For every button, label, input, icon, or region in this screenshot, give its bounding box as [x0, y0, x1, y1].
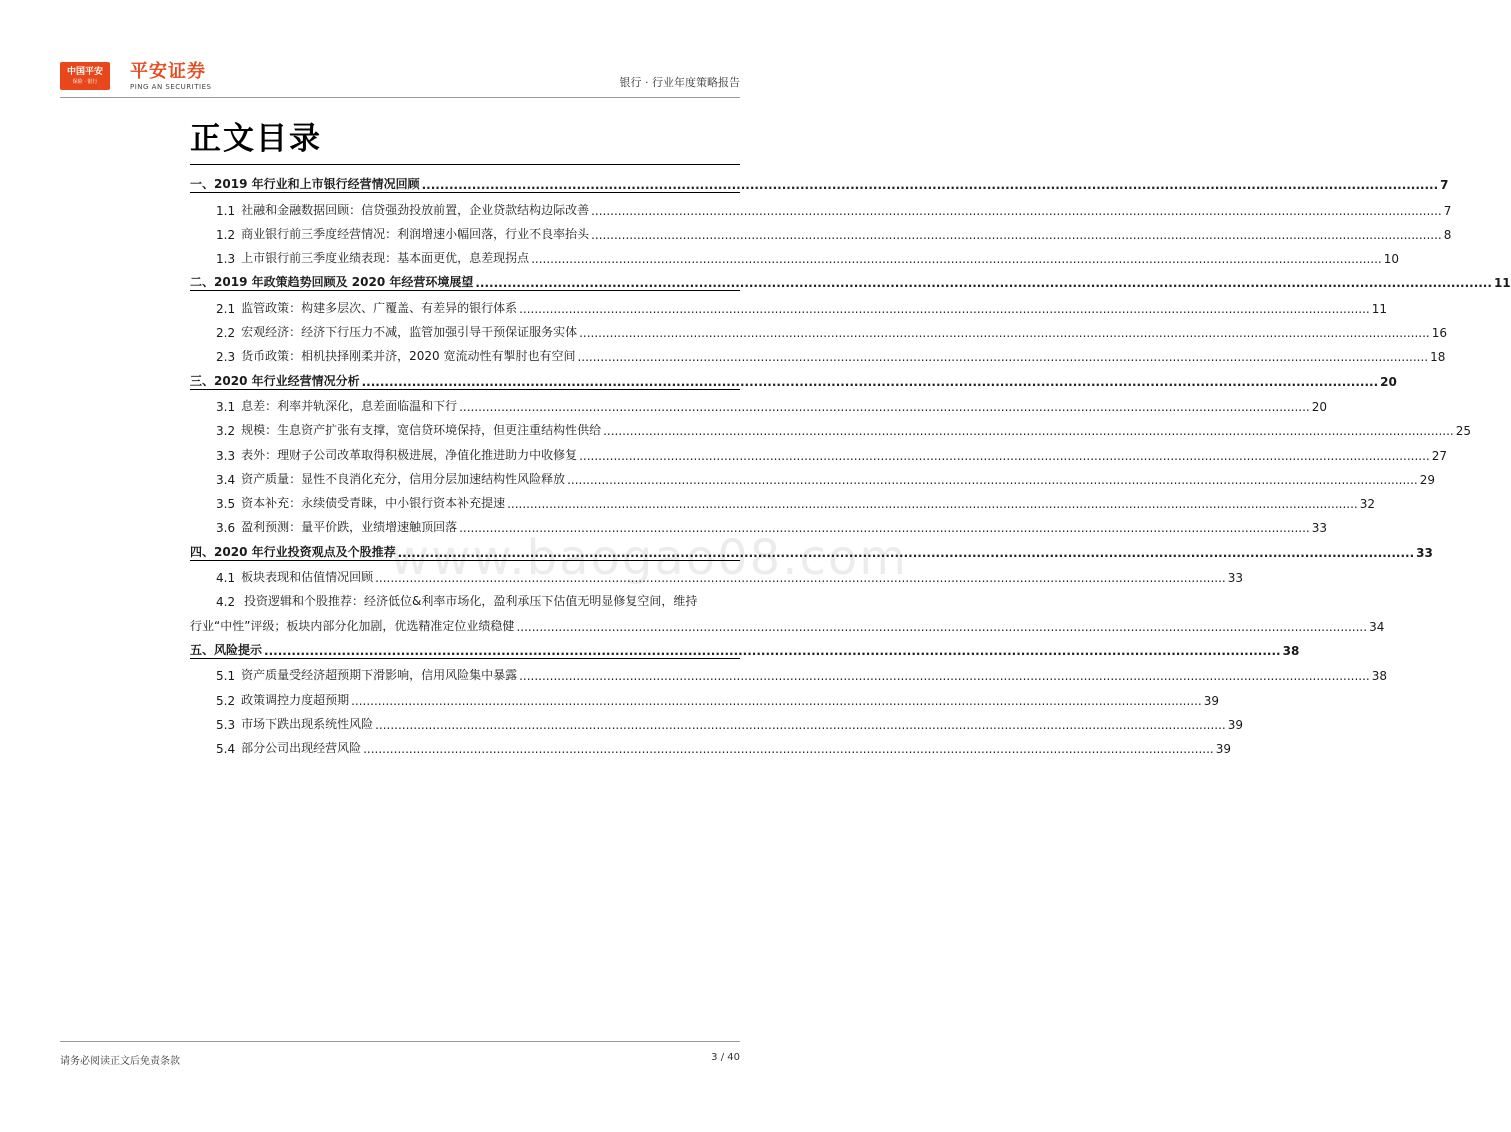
toc-number: 4.2: [216, 595, 236, 610]
toc-entry-text: 部分公司出现经营风险: [241, 741, 362, 756]
toc-leader-dots: [579, 326, 1430, 340]
toc-page-number: 8: [1443, 227, 1452, 242]
toc-number: 二、: [190, 275, 215, 290]
toc-leader-dots: [363, 742, 1214, 756]
title-divider: [190, 164, 740, 165]
toc-page-number: 20: [1380, 374, 1397, 389]
toc-leader-dots: [459, 400, 1310, 414]
toc-subsection-row[interactable]: [190, 242, 1400, 267]
toc-number: 2.1: [216, 301, 236, 316]
toc-page-number: 39: [1215, 742, 1232, 757]
toc-subsection-row[interactable]: [190, 414, 1472, 439]
toc-subsection-row[interactable]: [190, 732, 1232, 757]
brand-name-cn: 平安证券: [130, 61, 206, 82]
toc-subsection-row[interactable]: [190, 585, 740, 609]
toc-leader-dots: [422, 178, 1439, 192]
toc-page-number: 18: [1430, 350, 1446, 365]
toc-entry-text: 政策调控力度超预期: [241, 692, 350, 707]
report-type: 银行 · 行业年度策略报告: [619, 76, 740, 89]
page-header: [60, 62, 740, 96]
toc-page-number: 34: [1369, 619, 1385, 634]
toc-page-number: 20: [1311, 399, 1328, 414]
toc-number: 4.1: [216, 571, 236, 586]
toc-page-number: 33: [1227, 571, 1244, 586]
toc-leader-dots: [519, 669, 1370, 683]
table-of-contents: [190, 168, 1511, 757]
toc-subsection-row[interactable]: [190, 708, 1244, 732]
logo-text-line1: 中国平安: [66, 67, 103, 77]
toc-number: 三、: [190, 373, 215, 388]
toc-number: 一、: [190, 177, 215, 192]
toc-number: 5.4: [216, 742, 236, 757]
footer-disclaimer: 请务必阅读正文后免责条款: [60, 1056, 180, 1067]
toc-subsection-row[interactable]: [190, 193, 1452, 218]
toc-subsection-row[interactable]: [190, 609, 1385, 634]
toc-entry-text: 资产质量：显性不良消化充分，信用分层加速结构性风险释放: [241, 471, 566, 486]
toc-page-number: 33: [1311, 521, 1328, 536]
toc-leader-dots: [567, 473, 1418, 487]
toc-subsection-row[interactable]: [190, 659, 1388, 684]
toc-entry-text: 商业银行前三季度经营情况：利润增速小幅回落，行业不良率抬头: [241, 226, 590, 241]
toc-entry-text: 盈利预测：量平价跌，业绩增速触顶回落: [241, 520, 458, 535]
toc-leader-dots: [603, 424, 1454, 438]
toc-leader-dots: [362, 375, 1379, 389]
toc-entry-text: 监管政策：构建多层次、广覆盖、有差异的银行体系: [241, 300, 518, 315]
toc-number: 3.4: [216, 472, 236, 487]
toc-entry-text: 表外：理财子公司改革取得积极进展，净值化推进助力中收修复: [241, 447, 578, 462]
toc-number: 五、: [190, 642, 215, 657]
toc-subsection-row[interactable]: [190, 487, 1376, 512]
toc-page-number: 32: [1359, 497, 1376, 512]
toc-entry-text: 投资逻辑和个股推荐：经济低位&利率市场化，盈利承压下估值无明显修复空间，维持: [244, 594, 698, 609]
toc-entry-text: 规模：生息资产扩张有支撑，宽信贷环境保持，但更注重结构性供给: [241, 423, 602, 438]
toc-leader-dots: [579, 449, 1430, 463]
toc-entry-text: 上市银行前三季度业绩表现：基本面更优，息差现拐点: [241, 251, 530, 266]
watermark: www.baogao08.com: [390, 530, 908, 586]
page-number: 3 / 40: [711, 1052, 740, 1063]
toc-leader-dots: [591, 204, 1442, 218]
toc-page-number: 27: [1431, 448, 1448, 463]
toc-page-number: 38: [1371, 669, 1388, 684]
footer-divider: [60, 1041, 740, 1042]
toc-entry-text: 宏观经济：经济下行压力不减，监管加强引导干预保证服务实体: [241, 325, 578, 340]
toc-leader-dots: [577, 350, 1428, 364]
toc-number: 3.1: [216, 399, 236, 414]
toc-leader-dots: [591, 228, 1442, 242]
toc-subsection-row[interactable]: [190, 438, 1448, 463]
toc-number: 2.3: [216, 350, 236, 365]
toc-number: 四、: [190, 544, 215, 559]
toc-number: 1.2: [216, 227, 236, 242]
toc-leader-dots: [516, 620, 1367, 634]
toc-entry-text: 资产质量受经济超预期下滑影响，信用风险集中暴露: [241, 668, 518, 683]
toc-page-number: 33: [1416, 545, 1433, 560]
toc-entry-text: 2019 年政策趋势回顾及 2020 年经营环境展望: [214, 275, 474, 290]
toc-subsection-row[interactable]: [190, 291, 1388, 316]
brand-logo: [130, 62, 211, 92]
toc-entry-text: 资本补充：永续债受青睐，中小银行资本补充提速: [241, 496, 506, 511]
toc-section-row[interactable]: [190, 168, 1449, 193]
toc-number: 1.3: [216, 252, 236, 267]
toc-number: 3.6: [216, 521, 236, 536]
toc-subsection-row[interactable]: [190, 463, 1436, 487]
toc-entry-text: 市场下跌出现系统性风险: [241, 716, 374, 731]
page-title: 正文目录: [190, 121, 322, 157]
toc-page-number: 11: [1493, 276, 1511, 291]
toc-leader-dots: [531, 252, 1382, 266]
toc-number: 3.2: [216, 424, 236, 439]
toc-subsection-row[interactable]: [190, 218, 1452, 242]
toc-subsection-row[interactable]: [190, 340, 1446, 365]
toc-page-number: 39: [1227, 717, 1244, 732]
toc-page-number: 7: [1443, 203, 1452, 218]
toc-section-row[interactable]: [190, 634, 1300, 659]
toc-number: 5.2: [216, 693, 236, 708]
toc-entry-text: 息差：利率并轨深化，息差面临温和下行: [241, 398, 458, 413]
toc-subsection-row[interactable]: [190, 316, 1448, 341]
brand-name-en: PING AN SECURITIES: [130, 83, 212, 91]
toc-page-number: 16: [1431, 326, 1448, 341]
header-divider: [60, 97, 740, 98]
toc-subsection-row[interactable]: [190, 683, 1220, 708]
toc-leader-dots: [351, 694, 1202, 708]
toc-leader-dots: [519, 302, 1370, 316]
toc-page-number: 11: [1371, 301, 1388, 316]
logo-text-line2: 保险 · 银行: [72, 79, 98, 85]
toc-entry-text: 2019 年行业和上市银行经营情况回顾: [214, 177, 420, 192]
toc-number: 3.5: [216, 497, 236, 512]
toc-entry-text: 板块表现和估值情况回顾: [241, 570, 374, 585]
toc-page-number: 38: [1282, 643, 1300, 658]
toc-number: 5.3: [216, 717, 236, 732]
toc-entry-text: 货币政策：相机抉择刚柔并济，2020 宽流动性有掣肘也有空间: [241, 349, 576, 364]
toc-page-number: 25: [1455, 424, 1472, 439]
toc-leader-dots: [375, 718, 1226, 732]
toc-entry-text: 社融和金融数据回顾：信贷强劲投放前置，企业贷款结构边际改善: [241, 202, 590, 217]
toc-number: 2.2: [216, 326, 236, 341]
toc-leader-dots: [264, 644, 1281, 658]
toc-entry-text: 行业“中性”评级；板块内部分化加剧，优选精准定位业绩稳健: [190, 618, 515, 633]
toc-entry-text: 2020 年行业经营情况分析: [214, 373, 360, 388]
toc-page-number: 39: [1203, 693, 1220, 708]
toc-page-number: 29: [1419, 472, 1436, 487]
toc-entry-text: 2020 年行业投资观点及个股推荐: [214, 544, 396, 559]
toc-leader-dots: [507, 497, 1358, 511]
toc-leader-dots: [475, 276, 1492, 290]
toc-section-row[interactable]: [190, 364, 1397, 389]
toc-page-number: 10: [1383, 252, 1400, 267]
toc-number: 5.1: [216, 669, 236, 684]
toc-entry-text: 风险提示: [214, 642, 263, 657]
toc-number: 1.1: [216, 203, 236, 218]
toc-number: 3.3: [216, 448, 236, 463]
toc-subsection-row[interactable]: [190, 390, 1328, 414]
toc-page-number: 7: [1440, 178, 1449, 193]
ping-an-group-logo: [60, 62, 110, 90]
toc-section-row[interactable]: [190, 266, 1511, 291]
